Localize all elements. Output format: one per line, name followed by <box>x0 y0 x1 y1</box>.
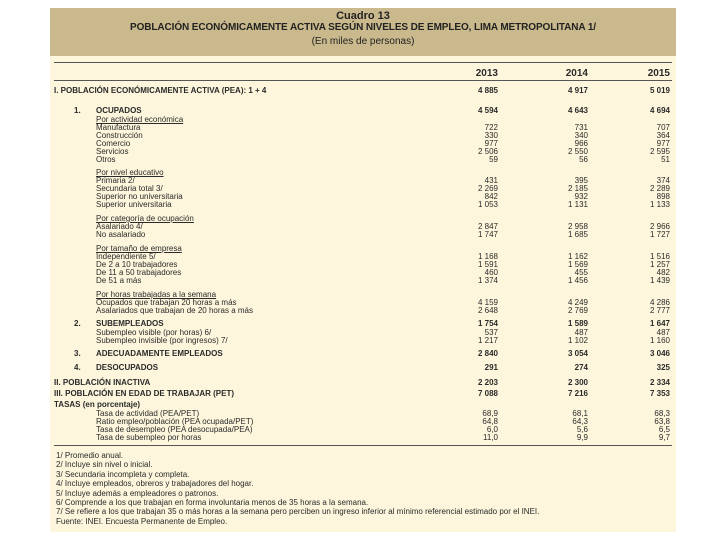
footnote: 1/ Promedio anual. <box>56 451 124 460</box>
bottom-rule <box>54 445 672 446</box>
header-rule <box>54 80 672 81</box>
table-row <box>50 276 676 285</box>
row-label: Tasa de subempleo por horas <box>96 433 202 442</box>
cell-value-2014: 487 <box>574 328 588 337</box>
cell-value-2015: 374 <box>656 176 670 185</box>
row-number: 2. <box>74 319 81 328</box>
row-label: Superior no universitaria <box>96 192 183 201</box>
row-label: II. POBLACIÓN INACTIVA <box>54 378 151 387</box>
cell-value-2013: 11,0 <box>483 433 498 442</box>
cell-value-2013: 2 203 <box>477 378 498 387</box>
cell-value-2015: 63,8 <box>654 417 670 426</box>
column-header-2015: 2015 <box>647 68 670 79</box>
cell-value-2014: 340 <box>574 131 588 140</box>
cell-value-2013: 1 374 <box>477 276 498 285</box>
cell-value-2013: 4 594 <box>477 106 498 115</box>
cell-value-2013: 4 159 <box>477 298 498 307</box>
cell-value-2014: 9,9 <box>576 433 588 442</box>
cell-value-2013: 291 <box>484 363 498 372</box>
cell-value-2013: 1 217 <box>477 336 498 345</box>
table-row <box>50 106 676 115</box>
column-header-2013: 2013 <box>475 68 498 79</box>
table-row <box>50 349 676 358</box>
cell-value-2015: 898 <box>656 192 670 201</box>
cell-value-2014: 1 589 <box>567 319 588 328</box>
cell-value-2014: 1 131 <box>567 200 588 209</box>
cell-value-2014: 274 <box>574 363 588 372</box>
cell-value-2015: 325 <box>656 363 670 372</box>
cell-value-2015: 482 <box>656 268 670 277</box>
table-row <box>50 336 676 345</box>
cell-value-2013: 1 168 <box>477 252 498 261</box>
row-label: Por nivel educativo <box>96 168 164 177</box>
cell-value-2014: 3 054 <box>567 349 588 358</box>
cell-value-2013: 7 088 <box>477 389 498 398</box>
cell-value-2014: 455 <box>574 268 588 277</box>
row-label: Tasa de desempleo (PEA desocupada/PEA) <box>96 425 253 434</box>
cell-value-2013: 1 754 <box>477 319 498 328</box>
cell-value-2015: 5 019 <box>649 86 670 95</box>
row-label: Asalariado 4/ <box>96 222 143 231</box>
cell-value-2013: 6,0 <box>486 425 498 434</box>
row-label: III. POBLACIÓN EN EDAD DE TRABAJAR (PET) <box>54 389 235 398</box>
table-row <box>50 319 676 328</box>
row-label: Secundaria total 3/ <box>96 184 163 193</box>
row-label: Independiente 5/ <box>96 252 156 261</box>
cell-value-2013: 2 847 <box>477 222 498 231</box>
row-label: Ocupados que trabajan 20 horas a más <box>96 298 237 307</box>
row-label: De 2 a 10 trabajadores <box>96 260 178 269</box>
row-label: DESOCUPADOS <box>96 363 159 372</box>
cell-value-2013: 431 <box>484 176 498 185</box>
table-row <box>50 389 676 398</box>
cell-value-2013: 2 648 <box>477 306 498 315</box>
cell-value-2015: 707 <box>656 123 670 132</box>
cell-value-2015: 2 595 <box>649 147 670 156</box>
table-row <box>50 306 676 315</box>
row-label: TASAS (en porcentaje) <box>54 400 141 409</box>
cell-value-2014: 2 958 <box>567 222 588 231</box>
cell-value-2013: 722 <box>484 123 498 132</box>
cell-value-2013: 2 840 <box>477 349 498 358</box>
row-label: De 11 a 50 trabajadores <box>96 268 182 277</box>
cell-value-2013: 1 053 <box>477 200 498 209</box>
cell-value-2014: 395 <box>574 176 588 185</box>
footnote: 2/ Incluye sin nivel o inicial. <box>56 460 153 470</box>
row-label: OCUPADOS <box>96 106 142 115</box>
cell-value-2015: 4 286 <box>649 298 670 307</box>
top-rule <box>54 62 672 63</box>
cell-value-2014: 2 769 <box>567 306 588 315</box>
cell-value-2013: 537 <box>484 328 498 337</box>
cell-value-2014: 5,6 <box>576 425 588 434</box>
cell-value-2013: 2 506 <box>477 147 498 156</box>
row-label: No asalariado <box>96 230 146 239</box>
table-subtitle: POBLACIÓN ECONÓMICAMENTE ACTIVA SEGÚN NIVELES DE EMPLEO, LIMA METROPOLITANA 1/ <box>130 22 596 33</box>
cell-value-2014: 4 917 <box>567 86 588 95</box>
statistics-table-sheet <box>50 8 676 532</box>
row-label: Tasa de actividad (PEA/PET) <box>96 409 200 418</box>
cell-value-2015: 2 777 <box>649 306 670 315</box>
table-row <box>50 363 676 372</box>
row-label: Manufactura <box>96 123 141 132</box>
cell-value-2014: 2 300 <box>567 378 588 387</box>
footnote: Fuente: INEI. Encuesta Permanente de Empleo. <box>56 516 228 526</box>
row-label: Primaria 2/ <box>96 176 135 185</box>
cell-value-2013: 460 <box>484 268 498 277</box>
cell-value-2014: 2 550 <box>567 147 588 156</box>
row-label: Comercio <box>96 139 131 148</box>
cell-value-2013: 977 <box>484 139 498 148</box>
cell-value-2014: 7 216 <box>567 389 588 398</box>
cell-value-2015: 2 334 <box>649 378 670 387</box>
row-label: Por actividad económica <box>96 115 184 124</box>
row-label: Por horas trabajadas a la semana <box>96 290 217 299</box>
cell-value-2013: 2 269 <box>477 184 498 193</box>
cell-value-2013: 1 591 <box>477 260 498 269</box>
cell-value-2014: 731 <box>574 123 588 132</box>
cell-value-2015: 6,5 <box>658 425 670 434</box>
cell-value-2015: 487 <box>656 328 670 337</box>
cell-value-2014: 4 643 <box>567 106 588 115</box>
cell-value-2015: 1 439 <box>649 276 670 285</box>
cell-value-2013: 4 885 <box>477 86 498 95</box>
cell-value-2015: 3 046 <box>649 349 670 358</box>
cell-value-2014: 2 185 <box>567 184 588 193</box>
cell-value-2015: 4 694 <box>649 106 670 115</box>
cell-value-2015: 51 <box>661 155 670 164</box>
cell-value-2015: 2 289 <box>649 184 670 193</box>
cell-value-2015: 9,7 <box>658 433 670 442</box>
row-label: Por categoría de ocupación <box>96 214 194 223</box>
cell-value-2015: 68,3 <box>654 409 670 418</box>
table-row <box>50 86 676 95</box>
cell-value-2013: 64,8 <box>482 417 498 426</box>
cell-value-2015: 977 <box>656 139 670 148</box>
cell-value-2015: 364 <box>656 131 670 140</box>
table-row <box>50 155 676 164</box>
row-label: Superior universitaria <box>96 200 172 209</box>
cell-value-2014: 64,3 <box>572 417 588 426</box>
table-row <box>50 400 676 409</box>
table-row <box>50 433 676 442</box>
cell-value-2013: 59 <box>489 155 498 164</box>
column-header-2014: 2014 <box>565 68 588 79</box>
cell-value-2013: 842 <box>484 192 498 201</box>
cell-value-2015: 1 257 <box>649 260 670 269</box>
row-label: Subempleo invisible (por ingresos) 7/ <box>96 336 228 345</box>
row-label: Por tamaño de empresa <box>96 244 182 253</box>
cell-value-2015: 1 727 <box>649 230 670 239</box>
cell-value-2014: 1 685 <box>567 230 588 239</box>
cell-value-2013: 68,9 <box>482 409 498 418</box>
cell-value-2013: 1 747 <box>477 230 498 239</box>
cell-value-2014: 4 249 <box>567 298 588 307</box>
table-title: Cuadro 13 <box>336 10 390 22</box>
row-label: Subempleo visible (por horas) 6/ <box>96 328 212 337</box>
footnote: 7/ Se refiere a los que trabajan 35 o más horas a la semana pero perciben un ingreso inferior al mínimo referencial estimado por el INEI. <box>56 507 540 517</box>
row-label: Construcción <box>96 131 143 140</box>
footnote: 5/ Incluye además a empleadores o patronos. <box>56 488 219 498</box>
units-note: (En miles de personas) <box>311 36 415 47</box>
cell-value-2015: 7 353 <box>649 389 670 398</box>
row-label: Servicios <box>96 147 129 156</box>
row-label: Otros <box>96 155 116 164</box>
cell-value-2014: 966 <box>574 139 588 148</box>
footnote: 4/ Incluye empleados, obreros y trabajadores del hogar. <box>56 479 254 489</box>
row-label: I. POBLACIÓN ECONÓMICAMENTE ACTIVA (PEA): 1 + 4 <box>54 86 267 95</box>
table-row <box>50 230 676 239</box>
cell-value-2014: 68,1 <box>572 409 588 418</box>
row-number: 3. <box>74 349 81 358</box>
footnote: 3/ Secundaria incompleta y completa. <box>56 469 190 479</box>
cell-value-2015: 1 516 <box>649 252 670 261</box>
row-label: SUBEMPLEADOS <box>96 319 164 328</box>
cell-value-2014: 932 <box>574 192 588 201</box>
cell-value-2014: 1 102 <box>567 336 588 345</box>
row-label: Ratio empleo/población (PEA ocupada/PET) <box>96 417 254 426</box>
table-row <box>50 378 676 387</box>
row-label: ADECUADAMENTE EMPLEADOS <box>96 349 223 358</box>
cell-value-2015: 1 133 <box>649 200 670 209</box>
cell-value-2015: 1 160 <box>649 336 670 345</box>
row-label: Asalariados que trabajan de 20 horas a más <box>96 306 253 315</box>
row-label: De 51 a más <box>96 276 142 285</box>
cell-value-2013: 330 <box>484 131 498 140</box>
cell-value-2015: 2 966 <box>649 222 670 231</box>
footnote: 6/ Comprende a los que trabajan en forma involuntaria menos de 35 horas a la semana. <box>56 498 369 507</box>
cell-value-2014: 1 569 <box>567 260 588 269</box>
cell-value-2015: 1 647 <box>649 319 670 328</box>
cell-value-2014: 1 162 <box>567 252 588 261</box>
row-number: 1. <box>74 106 81 115</box>
row-number: 4. <box>74 363 81 372</box>
cell-value-2014: 56 <box>579 155 588 164</box>
cell-value-2014: 1 456 <box>567 276 588 285</box>
table-row <box>50 200 676 209</box>
